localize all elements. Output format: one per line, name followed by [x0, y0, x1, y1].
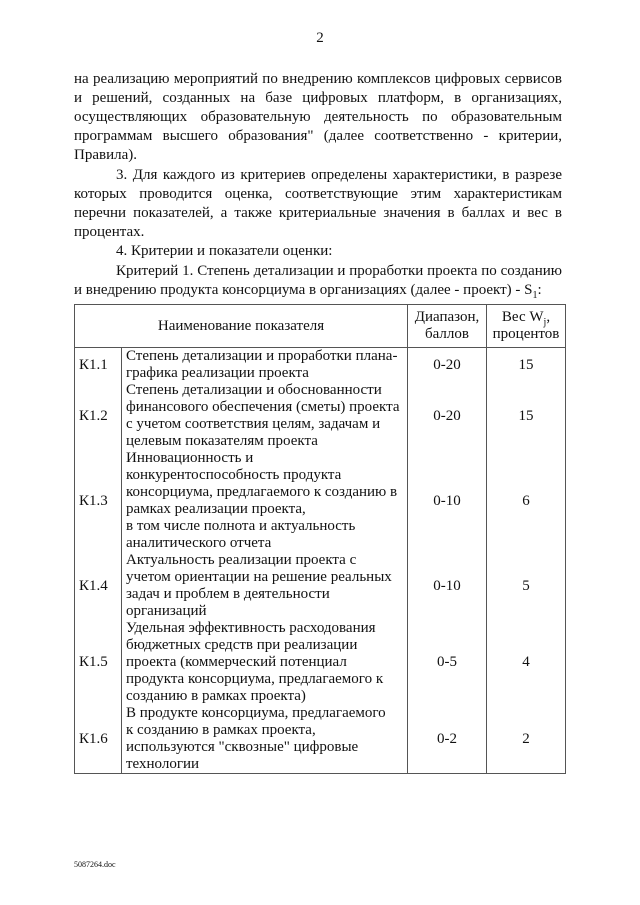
row-range: 0-10: [408, 450, 487, 552]
row-name: [122, 348, 408, 383]
header-name: Наименование показателя: [75, 305, 408, 348]
table-body: [75, 348, 566, 774]
header-weight-prefix: Вес W: [501, 309, 544, 325]
row-code: К1.3: [75, 450, 122, 552]
criterion-1-colon: :: [537, 282, 542, 298]
row-name-line: целевым показателям проекта: [126, 433, 318, 449]
row-range: 0-5: [408, 620, 487, 705]
row-code: К1.5: [75, 620, 122, 705]
paragraph-3: 4. Критерии и показатели оценки:: [116, 243, 333, 259]
row-name-line: Актуальность реализации проекта с: [126, 552, 357, 568]
row-name-line: продукта консорциума, предлагаемого к: [126, 671, 384, 687]
row-weight: 15: [487, 348, 566, 383]
row-weight: 4: [487, 620, 566, 705]
table-row: [75, 705, 566, 774]
paragraph-2: 3. Для каждого из критериев определены характеристики, в разрезе которых проводится оценка, соответствующие этим характеристикам перечни показателей, а также критериальные значения в баллах и вес в процентах.: [74, 167, 562, 240]
row-name-line: организаций: [126, 603, 207, 619]
table-header-row: [75, 305, 566, 348]
row-name-line: Удельная эффективность расходования: [126, 620, 376, 636]
row-name-line: Степень детализации и обоснованности: [126, 382, 382, 398]
row-name-line: аналитического отчета: [126, 535, 272, 551]
row-name-line: конкурентоспособность продукта: [126, 467, 342, 483]
header-weight-suffix: ,: [546, 309, 551, 325]
row-name-line: с учетом соответствия целям, задачам и: [126, 416, 381, 432]
header-range: [408, 305, 487, 348]
row-range: 0-2: [408, 705, 487, 774]
row-range: 0-10: [408, 552, 487, 620]
criterion-1-subscript: 1: [532, 290, 538, 301]
row-name-line: используются "сквозные" цифровые: [126, 739, 359, 755]
row-code: К1.6: [75, 705, 122, 774]
row-name: [122, 450, 408, 552]
header-weight-line2: процентов: [492, 326, 560, 342]
row-weight: 2: [487, 705, 566, 774]
row-name-line: графика реализации проекта: [126, 365, 309, 381]
table-row: [75, 348, 566, 383]
row-name-line: В продукте консорциума, предлагаемого: [126, 705, 386, 721]
header-range-line2: баллов: [425, 326, 469, 342]
row-name-line: проекта (коммерческий потенциал: [126, 654, 347, 670]
table-row: [75, 552, 566, 620]
row-name-line: рамках реализации проекта,: [126, 501, 306, 517]
criteria-table: [74, 304, 566, 774]
row-name-line: задач и проблем в деятельности: [126, 586, 330, 602]
table-row: [75, 450, 566, 552]
row-name-line: финансового обеспечения (сметы) проекта: [126, 399, 400, 415]
row-name: [122, 552, 408, 620]
document-footer: 5087264.doc: [74, 860, 116, 869]
row-weight: 5: [487, 552, 566, 620]
page-number: 2: [316, 30, 324, 46]
row-name-line: учетом ориентации на решение реальных: [126, 569, 392, 585]
paragraph-1: на реализацию мероприятий по внедрению комплексов цифровых сервисов и решений, созданных на базе цифровых платформ, в организациях, осуществляющих образовательную деятельность по образовательным программам высшего образования" (далее соответственно - критерии, Правила).: [74, 71, 562, 163]
criterion-1-title: [74, 262, 562, 300]
row-name-line: созданию в рамках проекта): [126, 688, 306, 704]
row-weight: 6: [487, 450, 566, 552]
row-code: К1.1: [75, 348, 122, 383]
table-row: [75, 382, 566, 450]
row-name: [122, 620, 408, 705]
row-code: К1.4: [75, 552, 122, 620]
row-name-line: в том числе полнота и актуальность: [126, 518, 356, 534]
row-name-line: консорциума, предлагаемого к созданию в: [126, 484, 398, 500]
row-name-line: технологии: [126, 756, 200, 772]
row-name-line: к созданию в рамках проекта,: [126, 722, 316, 738]
row-name-line: Инновационность и: [126, 450, 254, 466]
row-name: [122, 705, 408, 774]
header-weight-subscript: j: [543, 317, 547, 328]
row-name: [122, 382, 408, 450]
criterion-1-text: Критерий 1. Степень детализации и проработки проекта по созданию и внедрению продукта консорциума в организациях (далее - проект) - S: [74, 263, 562, 298]
row-code: К1.2: [75, 382, 122, 450]
header-weight: [487, 305, 566, 348]
header-range-line1: Диапазон,: [414, 309, 480, 325]
row-name-line: Степень детализации и проработки плана-: [126, 348, 398, 364]
table-row: [75, 620, 566, 705]
row-range: 0-20: [408, 348, 487, 383]
row-range: 0-20: [408, 382, 487, 450]
row-weight: 15: [487, 382, 566, 450]
row-name-line: бюджетных средств при реализации: [126, 637, 358, 653]
